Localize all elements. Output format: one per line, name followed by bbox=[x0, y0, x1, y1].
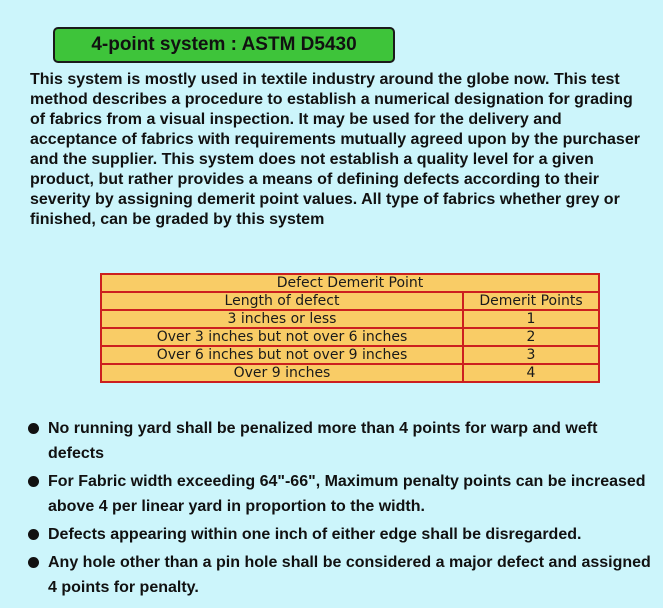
demerit-points-cell: 1 bbox=[463, 310, 599, 328]
bullet-dot-icon bbox=[28, 476, 39, 487]
rule-text: Any hole other than a pin hole shall be considered a major defect and assigned 4 points for penalty. bbox=[48, 554, 651, 596]
rules-list bbox=[28, 416, 653, 603]
table-row bbox=[101, 328, 599, 346]
table-row bbox=[101, 346, 599, 364]
defect-length-cell: 3 inches or less bbox=[101, 310, 463, 328]
demerit-points-cell: 2 bbox=[463, 328, 599, 346]
table-row bbox=[101, 310, 599, 328]
column-header-length: Length of defect bbox=[101, 292, 463, 310]
defect-length-cell: Over 9 inches bbox=[101, 364, 463, 382]
title-box bbox=[53, 27, 395, 63]
table-row bbox=[101, 364, 599, 382]
column-header-points: Demerit Points bbox=[463, 292, 599, 310]
rule-text: Defects appearing within one inch of either edge shall be disregarded. bbox=[48, 526, 582, 543]
bullet-dot-icon bbox=[28, 529, 39, 540]
page-title: 4-point system : ASTM D5430 bbox=[91, 34, 357, 55]
table-caption: Defect Demerit Point bbox=[101, 274, 599, 292]
list-item bbox=[28, 416, 653, 466]
rule-text: No running yard shall be penalized more than 4 points for warp and weft defects bbox=[48, 420, 598, 462]
list-item bbox=[28, 469, 653, 519]
intro-paragraph: This system is mostly used in textile industry around the globe now. This test method describes a procedure to establish a numerical designation for grading of fabrics from a visual inspection. It may be used for the delivery and acceptance of fabrics with requirements mutually agreed upon by the purchaser and the supplier. This system does not establish a quality level for a given product, but rather provides a means of defining defects according to their severity by assigning demerit point values. All type of fabrics whether grey or finished, can be graded by this system bbox=[30, 71, 640, 228]
table-caption-row bbox=[101, 274, 599, 292]
demerit-table bbox=[100, 273, 600, 383]
defect-length-cell: Over 6 inches but not over 9 inches bbox=[101, 346, 463, 364]
list-item bbox=[28, 522, 653, 547]
demerit-points-cell: 3 bbox=[463, 346, 599, 364]
list-item bbox=[28, 550, 653, 600]
bullet-dot-icon bbox=[28, 423, 39, 434]
rule-text: For Fabric width exceeding 64"-66", Maximum penalty points can be increased above 4 per linear yard in proportion to the width. bbox=[48, 473, 646, 515]
bullet-dot-icon bbox=[28, 557, 39, 568]
demerit-points-cell: 4 bbox=[463, 364, 599, 382]
table-header-row bbox=[101, 292, 599, 310]
defect-length-cell: Over 3 inches but not over 6 inches bbox=[101, 328, 463, 346]
